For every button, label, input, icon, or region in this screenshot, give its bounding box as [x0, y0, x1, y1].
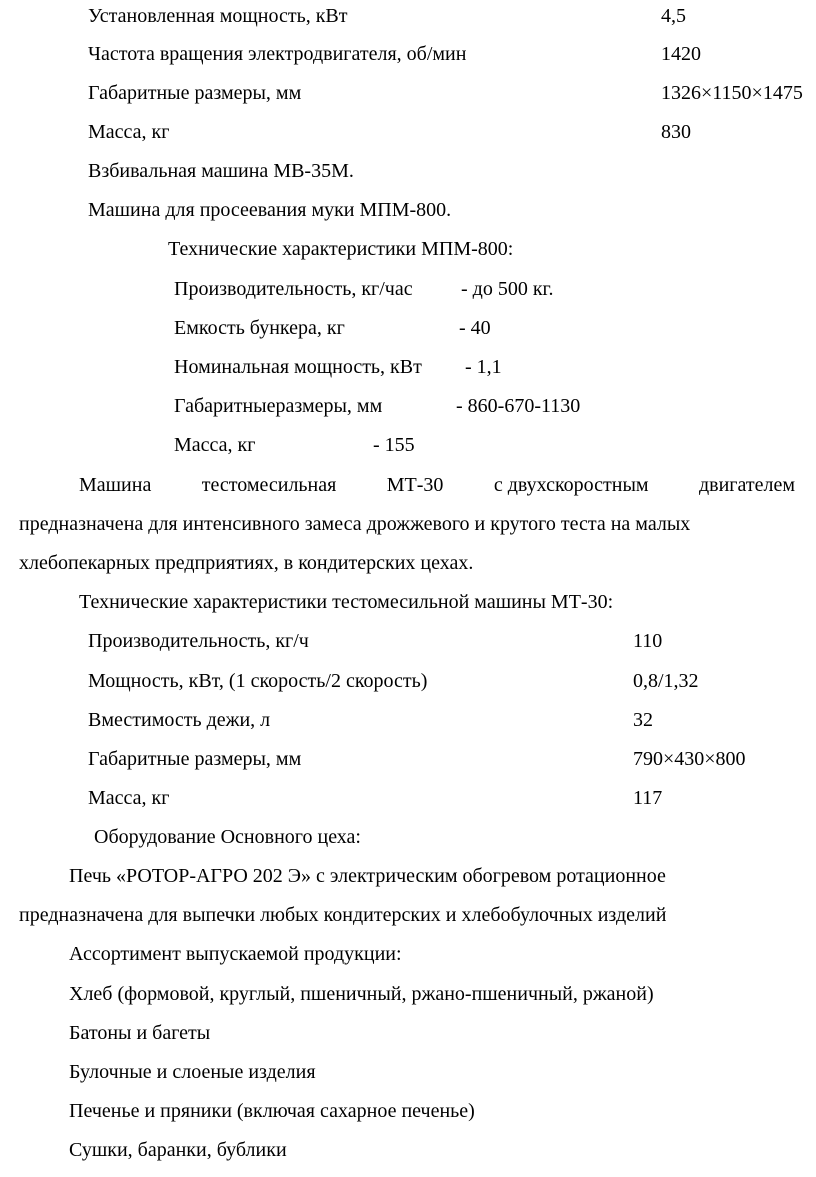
assortment-heading: Ассортимент выпускаемой продукции: [69, 943, 402, 965]
mt30-spec-value: 32 [633, 709, 653, 731]
spec1-label: Частота вращения электродвигателя, об/мин [88, 43, 467, 65]
paragraph-word: с двухскоростным [493, 474, 649, 496]
mpm-spec-value: - 1,1 [465, 356, 502, 378]
mpm-spec-label: Габаритныеразмеры, мм [174, 395, 383, 417]
spec1-value: 830 [661, 121, 691, 143]
assortment-item: Печенье и пряники (включая сахарное печенье) [69, 1100, 475, 1122]
mpm-spec-label: Масса, кг [174, 434, 256, 456]
spec1-value: 4,5 [661, 5, 686, 27]
mpm-spec-value: - 155 [373, 434, 415, 456]
assortment-item: Сушки, баранки, бублики [69, 1139, 287, 1161]
mpm-spec-value: - 40 [459, 317, 491, 339]
main-shop-heading: Оборудование Основного цеха: [94, 826, 361, 848]
paragraph-word: тестомесильная [201, 474, 337, 496]
paragraph-word: двигателем [698, 474, 795, 496]
mpm-heading: Технические характеристики МПМ-800: [168, 238, 514, 260]
mt30-spec-label: Производительность, кг/ч [88, 630, 309, 652]
mt30-spec-label: Габаритные размеры, мм [88, 748, 302, 770]
spec1-value: 1420 [661, 43, 701, 65]
mt30-paragraph-line2: предназначена для интенсивного замеса дрожжевого и крутого теста на малых [19, 513, 691, 535]
mpm-spec-label: Производительность, кг/час [174, 278, 413, 300]
spec1-value: 1326×1150×1475 [661, 82, 803, 104]
mt30-heading: Технические характеристики тестомесильной машины МТ-30: [79, 591, 614, 613]
mpm-spec-value: - до 500 кг. [461, 278, 554, 300]
oven-paragraph-line1: Печь «РОТОР-АГРО 202 Э» с электрическим обогревом ротационное [69, 865, 666, 887]
mt30-spec-value: 117 [633, 787, 663, 809]
mpm-spec-value: - 860-670-1130 [456, 395, 581, 417]
spec1-label: Установленная мощность, кВт [88, 5, 348, 27]
mt30-paragraph-line1 [79, 472, 795, 498]
assortment-item: Батоны и багеты [69, 1022, 211, 1044]
machine-mv-title: Взбивальная машина МВ-35М. [88, 160, 354, 182]
mt30-spec-label: Масса, кг [88, 787, 170, 809]
mpm-spec-label: Емкость бункера, кг [174, 317, 345, 339]
mt30-spec-label: Вместимость дежи, л [88, 709, 271, 731]
spec1-label: Масса, кг [88, 121, 170, 143]
spec1-label: Габаритные размеры, мм [88, 82, 302, 104]
mt30-spec-label: Мощность, кВт, (1 скорость/2 скорость) [88, 670, 428, 692]
paragraph-word: Машина [79, 474, 152, 496]
assortment-item: Хлеб (формовой, круглый, пшеничный, ржано-пшеничный, ржаной) [69, 983, 654, 1005]
mt30-spec-value: 110 [633, 630, 663, 652]
mt30-spec-value: 0,8/1,32 [633, 670, 699, 692]
mt30-spec-value: 790×430×800 [633, 748, 746, 770]
assortment-item: Булочные и слоеные изделия [69, 1061, 316, 1083]
mpm-spec-label: Номинальная мощность, кВт [174, 356, 422, 378]
machine-mpm-title: Машина для просеевания муки МПМ-800. [88, 199, 452, 221]
paragraph-word: МТ-30 [386, 474, 444, 496]
oven-paragraph-line2: предназначена для выпечки любых кондитерских и хлебобулочных изделий [19, 904, 667, 926]
mt30-paragraph-line3: хлебопекарных предприятиях, в кондитерских цехах. [19, 552, 474, 574]
